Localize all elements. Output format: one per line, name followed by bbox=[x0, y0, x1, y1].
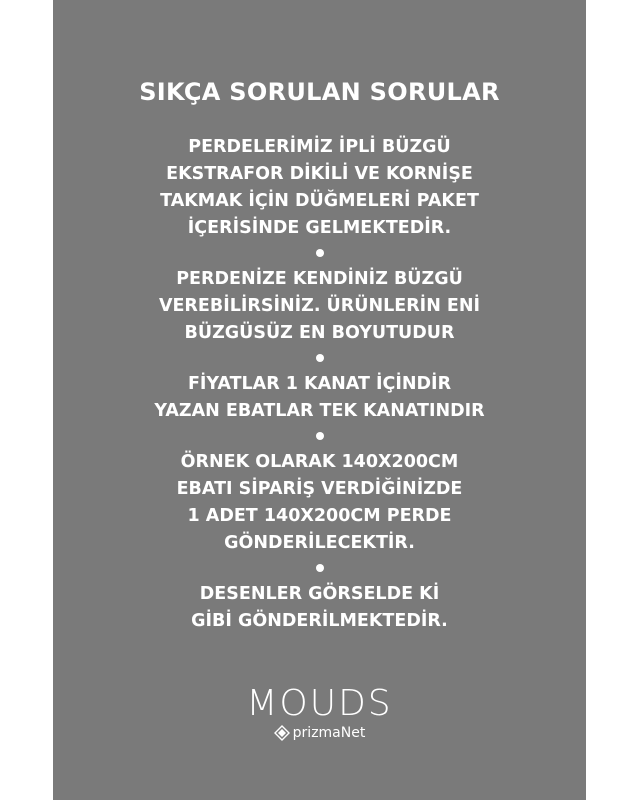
faq-line: GÖNDERİLECEKTİR. bbox=[224, 533, 415, 553]
faq-line: DESENLER GÖRSELDE Kİ bbox=[199, 584, 440, 604]
brand-sub-label: prizmaNet bbox=[292, 725, 366, 741]
faq-panel bbox=[53, 0, 586, 800]
faq-line: PERDELERİMİZ İPLİ BÜZGÜ bbox=[188, 137, 451, 157]
faq-line: GİBİ GÖNDERİLMEKTEDİR. bbox=[191, 611, 448, 631]
faq-line: TAKMAK İÇİN DÜĞMELERİ PAKET bbox=[160, 191, 479, 211]
brand-sub bbox=[274, 724, 366, 742]
faq-item-4 bbox=[53, 449, 586, 557]
bullet-separator bbox=[316, 354, 324, 362]
faq-item-2 bbox=[53, 266, 586, 347]
bullet-separator bbox=[316, 564, 324, 572]
faq-line: PERDENİZE KENDİNİZ BÜZGÜ bbox=[176, 269, 463, 289]
page-title: SIKÇA SORULAN SORULAR bbox=[139, 78, 500, 106]
faq-line: İÇERİSİNDE GELMEKTEDİR. bbox=[187, 218, 452, 238]
prizma-diamond-icon bbox=[274, 725, 290, 741]
faq-line: EKSTRAFOR DİKİLİ VE KORNİŞE bbox=[166, 164, 473, 184]
faq-item-5 bbox=[53, 581, 586, 635]
faq-line: YAZAN EBATLAR TEK KANATINDIR bbox=[154, 401, 485, 421]
faq-list bbox=[53, 134, 586, 635]
brand-wordmark: MOUDS bbox=[246, 683, 393, 724]
faq-line: VEREBİLİRSİNİZ. ÜRÜNLERİN ENİ bbox=[158, 296, 481, 316]
faq-item-1 bbox=[53, 134, 586, 242]
faq-line: ÖRNEK OLARAK 140X200CM bbox=[180, 452, 459, 472]
faq-line: BÜZGÜSÜZ EN BOYUTUDUR bbox=[184, 323, 455, 343]
bullet-separator bbox=[316, 432, 324, 440]
faq-line: EBATI SİPARİŞ VERDİĞİNİZDE bbox=[176, 479, 463, 499]
bullet-separator bbox=[316, 249, 324, 257]
faq-item-3 bbox=[53, 371, 586, 425]
faq-line: FİYATLAR 1 KANAT İÇİNDİR bbox=[187, 374, 452, 394]
brand-logo bbox=[53, 684, 586, 745]
faq-line: 1 ADET 140X200CM PERDE bbox=[187, 506, 452, 526]
